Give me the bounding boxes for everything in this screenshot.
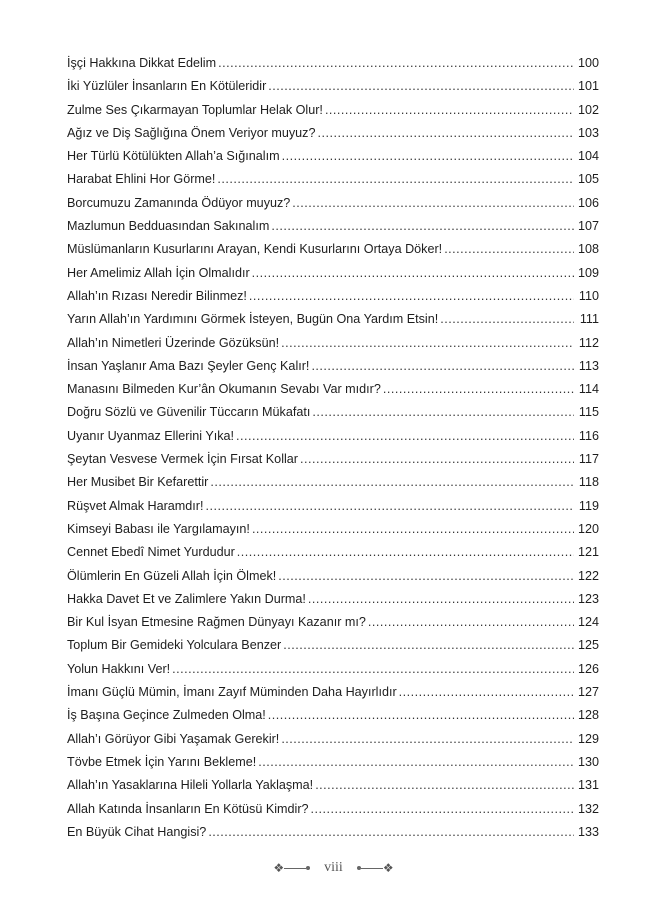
toc-entry-page: 116 [578, 428, 599, 443]
dot-leader [278, 565, 574, 588]
toc-entry-title: Cennet Ebedî Nimet Yurdudur [67, 545, 235, 560]
dot-leader [271, 215, 574, 238]
toc-entry-page: 100 [577, 56, 599, 70]
toc-entry [67, 215, 599, 238]
toc-entry-title: Tövbe Etmek İçin Yarını Bekleme! [67, 754, 257, 769]
toc-entry-page: 107 [577, 219, 599, 234]
page-footer [0, 860, 667, 876]
toc-entry-page: 117 [578, 452, 599, 467]
toc-entry [67, 355, 599, 378]
toc-entry-title: Her Musibet Bir Kefarettir [67, 475, 209, 490]
toc-entry [67, 751, 599, 774]
toc-entry-page: 114 [578, 382, 599, 397]
toc-entry-title: Manasını Bilmeden Kur’ân Okumanın Sevabı Var mıdır? [67, 382, 381, 397]
dot-leader [217, 168, 574, 191]
toc-entry-title: En Büyük Cihat Hangisi? [67, 824, 207, 839]
dot-leader [205, 495, 574, 518]
toc-entry-page: 102 [577, 102, 599, 117]
toc-entry-title: Rüşvet Almak Haramdır! [67, 498, 204, 513]
toc-entry-title: Her Amelimiz Allah İçin Olmalıdır [67, 265, 250, 280]
toc-entry-page: 110 [578, 288, 599, 303]
toc-entry [67, 541, 599, 564]
toc-entry [67, 728, 599, 751]
toc-entry-page: 108 [577, 242, 599, 257]
toc-entry [67, 798, 599, 821]
dot-leader [325, 99, 574, 122]
toc-entry [67, 471, 599, 494]
toc-entry-page: 109 [577, 265, 599, 280]
dot-leader [440, 308, 574, 331]
toc-entry-page: 124 [577, 615, 599, 630]
toc-entry-page: 118 [578, 475, 599, 490]
toc-entry [67, 192, 599, 215]
toc-entry-page: 105 [577, 172, 599, 187]
toc-entry-title: Müslümanların Kusurlarını Arayan, Kendi Kusurlarını Ortaya Döker! [67, 242, 443, 257]
toc-entry-title: Uyanır Uyanmaz Ellerini Yıka! [67, 428, 235, 443]
dot-leader [281, 728, 574, 751]
dot-leader [268, 75, 574, 98]
toc-entry-title: Her Türlü Kötülükten Allah’a Sığınalım [67, 149, 280, 164]
toc-entry-page: 130 [577, 754, 599, 769]
dot-leader [249, 285, 574, 308]
toc-entry-title: Doğru Sözlü ve Güvenilir Tüccarın Mükafatı [67, 405, 311, 420]
toc-entry [67, 495, 599, 518]
toc-entry-page: 106 [577, 195, 599, 210]
toc-entry-page: 111 [579, 312, 599, 327]
toc-entry-page: 113 [578, 358, 599, 373]
toc-entry [67, 425, 599, 448]
toc-entry-page: 115 [578, 405, 599, 420]
toc-entry-title: Yarın Allah’ın Yardımını Görmek İsteyen, Bugün Ona Yardım Etsin! [67, 312, 439, 327]
dot-leader [258, 751, 574, 774]
dot-leader [172, 658, 574, 681]
toc-entry [67, 75, 599, 98]
toc-entry [67, 681, 599, 704]
toc-entry-page: 112 [578, 335, 599, 350]
toc-entry [67, 332, 599, 355]
toc-entry [67, 52, 599, 75]
dot-leader [236, 425, 574, 448]
toc-entry-title: Mazlumun Bedduasından Sakınalım [67, 219, 270, 234]
toc-entry-page: 127 [577, 685, 599, 700]
toc-entry-page: 101 [577, 79, 599, 94]
dot-leader [399, 681, 574, 704]
toc-entry [67, 611, 599, 634]
dot-leader [444, 238, 574, 261]
dot-leader [318, 122, 575, 145]
right-ornament-icon: ❖ [357, 862, 394, 874]
toc-entry [67, 99, 599, 122]
page-number: viii [324, 860, 343, 875]
toc-entry-title: Ağız ve Diş Sağlığına Önem Veriyor muyuz? [67, 125, 316, 140]
toc-entry-title: Harabat Ehlini Hor Görme! [67, 172, 216, 187]
dot-leader [208, 821, 574, 844]
toc-entry [67, 588, 599, 611]
dot-leader [252, 262, 574, 285]
toc-entry [67, 285, 599, 308]
table-of-contents [67, 52, 599, 844]
toc-entry-title: Borcumuzu Zamanında Ödüyor muyuz? [67, 195, 291, 210]
toc-entry-title: İki Yüzlüler İnsanların En Kötüleridir [67, 79, 267, 94]
toc-entry-page: 123 [577, 591, 599, 606]
toc-entry-page: 120 [577, 521, 599, 536]
toc-entry-page: 131 [577, 778, 599, 793]
dot-leader [282, 145, 574, 168]
toc-entry-title: Allah’ın Yasaklarına Hileli Yollarla Yaklaşma! [67, 778, 314, 793]
toc-entry-title: Yolun Hakkını Ver! [67, 661, 171, 676]
dot-leader [311, 355, 574, 378]
dot-leader [252, 518, 574, 541]
toc-entry-page: 125 [577, 638, 599, 653]
toc-entry-title: Allah’ın Rızası Neredir Bilinmez! [67, 288, 247, 303]
toc-entry-title: İşçi Hakkına Dikkat Edelim [67, 56, 217, 70]
toc-entry-title: Bir Kul İsyan Etmesine Rağmen Dünyayı Kazanır mı? [67, 615, 366, 630]
toc-entry-page: 128 [577, 708, 599, 723]
dot-leader [383, 378, 574, 401]
toc-entry-page: 104 [577, 149, 599, 164]
toc-entry-title: İş Başına Geçince Zulmeden Olma! [67, 708, 266, 723]
dot-leader [308, 588, 574, 611]
toc-entry-title: Zulme Ses Çıkarmayan Toplumlar Helak Olur! [67, 102, 323, 117]
toc-entry-title: Hakka Davet Et ve Zalimlere Yakın Durma! [67, 591, 306, 606]
toc-entry-title: Ölümlerin En Güzeli Allah İçin Ölmek! [67, 568, 277, 583]
toc-entry [67, 401, 599, 424]
toc-entry [67, 658, 599, 681]
dot-leader [368, 611, 574, 634]
dot-leader [237, 541, 574, 564]
toc-entry [67, 565, 599, 588]
dot-leader [311, 798, 574, 821]
toc-entry [67, 262, 599, 285]
dot-leader [292, 192, 574, 215]
toc-entry [67, 704, 599, 727]
dot-leader [218, 52, 574, 75]
toc-entry [67, 448, 599, 471]
toc-entry [67, 518, 599, 541]
toc-entry-page: 133 [577, 824, 599, 839]
toc-entry-title: Allah’ın Nimetleri Üzerinde Gözüksün! [67, 335, 280, 350]
toc-entry-page: 122 [577, 568, 599, 583]
toc-entry-page: 132 [577, 801, 599, 816]
toc-entry [67, 308, 599, 331]
toc-entry-page: 126 [577, 661, 599, 676]
toc-entry [67, 634, 599, 657]
toc-entry-title: Şeytan Vesvese Vermek İçin Fırsat Kollar [67, 452, 298, 467]
toc-entry-title: Allah Katında İnsanların En Kötüsü Kimdir? [67, 801, 309, 816]
toc-entry-title: Allah’ı Görüyor Gibi Yaşamak Gerekir! [67, 731, 280, 746]
toc-entry [67, 821, 599, 844]
toc-entry [67, 238, 599, 261]
dot-leader [315, 774, 574, 797]
toc-entry [67, 774, 599, 797]
dot-leader [281, 332, 574, 355]
dot-leader [300, 448, 574, 471]
toc-entry-title: Kimseyi Babası ile Yargılamayın! [67, 521, 250, 536]
toc-entry-page: 119 [578, 498, 599, 513]
dot-leader [283, 634, 574, 657]
toc-entry-title: Toplum Bir Gemideki Yolculara Benzer [67, 638, 282, 653]
toc-entry-page: 129 [577, 731, 599, 746]
toc-entry [67, 378, 599, 401]
left-ornament-icon: ❖ [273, 862, 310, 874]
dot-leader [268, 704, 574, 727]
toc-entry-title: İmanı Güçlü Mümin, İmanı Zayıf Müminden Daha Hayırlıdır [67, 685, 397, 700]
toc-entry-page: 103 [577, 125, 599, 140]
toc-entry [67, 168, 599, 191]
dot-leader [312, 401, 574, 424]
toc-entry-title: İnsan Yaşlanır Ama Bazı Şeyler Genç Kalır! [67, 358, 310, 373]
toc-entry [67, 122, 599, 145]
dot-leader [210, 471, 574, 494]
toc-entry-page: 121 [577, 545, 599, 560]
toc-entry [67, 145, 599, 168]
